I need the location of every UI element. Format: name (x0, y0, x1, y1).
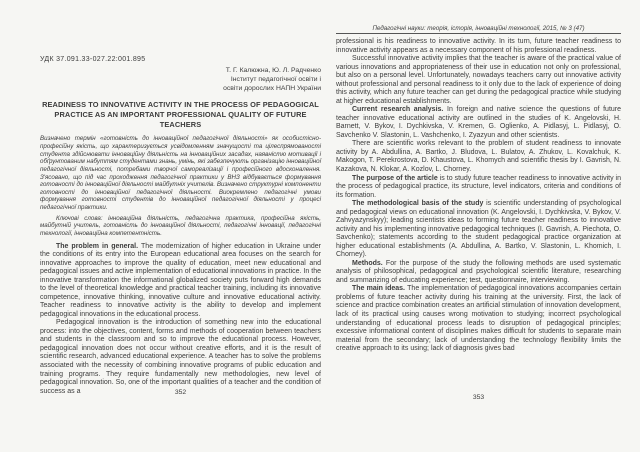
paragraph-text: Pedagogical innovation is the introduction of something new into the educational process: into the objectives, content, forms and methods of cooperation between teachers and students in the classroom and so to improve the educational process. However, pedagogical innovation does not occur without creative efforts, and it is the result of scientific research, advanced educational experience. A teacher has to solve the problems associated with the necessity of combining innovative programs of public education and training programs. They require fundamentally new methodologies, new level of pedagogical innovation. So, one of the important qualities of a teacher and the condition of success as a (40, 319, 321, 395)
paragraph-lead: Current research analysis. (352, 106, 448, 114)
article-title-line-1: READINESS TO INNOVATIVE ACTIVITY IN THE PROCESS OF PEDAGOGICAL (42, 100, 319, 110)
udc-number: УДК 37.091.33-027.22:001.895 (40, 56, 146, 63)
body-paragraph (336, 200, 621, 260)
body-paragraph (336, 140, 621, 174)
paragraph-text: In foreign and native science the questions of future teacher innovative educational activity are outlined in the studies of K. Angelovski, H. Barnett, V. Bykov, I. Dychkivska, V. Kremen, G. Oglienko, A. Pidlasyj, L. Pidlasyj, O. Savchenko V. Slastonin, L. Vashchenko, I. Zyazyun and other scientists. (336, 106, 622, 139)
journal-running-header: Педагогічні науки: теорія, історія, інноваційні технології, 2015, № 3 (47) (336, 25, 621, 34)
left-page-body (40, 243, 321, 397)
paragraph-text: For the purpose of the study the following methods are used systematic analysis of philosophical, pedagogical and psychological scientific literature, researching and summarizing of educating experience; test, questionnaire, interviewing. (336, 259, 621, 284)
keywords: Ключові слова: інноваційна діяльність, педагогічна практика, професійна якість, майбутній учитель, готовність до інноваційної діяльності, педагогічні інновації, педагогічні технології, інноваційна компетентність. (40, 214, 321, 237)
body-paragraph (336, 285, 621, 353)
authors: Т. Г. Калюжна, Ю. Л. Радченко (225, 67, 321, 74)
paragraph-text: The modernization of higher education in Ukraine under the conditions of its entry into the European educational area focuses on the search for innovative approaches to improve the quality of education, meet new educational and pedagogical issues and active implementation of educational innovations in practice. In the innovative transformation the informational globalized society puts forward high demands to the level of theoretical knowledge and practical teacher training, including its innovative competence, innovative thinking, innovative culture and innovative educational activity. Teacher readiness to innovative activity is the ability to develop and implement pedagogical innovations in the educational process. (40, 242, 322, 318)
authors-block (40, 67, 321, 93)
affiliation-line-2: освіти дорослих НАПН України (223, 84, 321, 92)
paragraph-lead: The purpose of the article (352, 174, 440, 182)
paragraph-text: Successful innovative activity implies that the teacher is aware of the practical value of various innovations and appropriateness of their use in education not only on professional, but also on a personal level. Unfortunately, nowadays teachers carry out innovative activity without professional and personal readiness to it only due to the lack of experience of doing this activity, which any future teacher can get during the pedagogical practice while studying at higher educational establishments. (336, 55, 621, 105)
right-page (336, 25, 621, 354)
body-paragraph (336, 55, 621, 106)
paragraph-lead: Methods. (352, 259, 386, 267)
body-paragraph (40, 319, 321, 396)
right-page-number: 353 (472, 394, 485, 401)
paragraph-text: is scientific understanding of psychological and pedagogical views on educational innovation (K. Angelovski, I. Dychkivska, V. Bykov, V. Zahvyazynskyy); leading scientists ideas to forming future teacher readiness to innovative activity and his implementing innovative pedagogical techniques (I. Gavrish, A. Piechota, O. Savchenko); statements according to the student pedagogical practice organization at higher educational establishments (A. Abdullina, A. Bartko, V. Slastonin, L. Khomich, I. Chorney). (336, 200, 621, 259)
paragraph-lead: The main ideas. (352, 285, 408, 293)
body-paragraph (336, 106, 621, 140)
article-title (40, 100, 321, 130)
body-paragraph (336, 260, 621, 286)
paragraph-text: There are scientific works relevant to the problem of student readiness to innovate activity by A. Abdullina, A. Bartko, J. Bludova, L. Bulatov, A. Zhukov, L. Kovalchuk, K. Makogon, T. Perekrostova, D. Khaustova, L. Khomych and scientific thesis by I. Gavrish, N. Kazakova, N. Klokar, A. Kozlov, L. Chorney. (336, 140, 621, 173)
body-paragraph (40, 243, 321, 320)
body-paragraph (336, 38, 621, 55)
paragraph-lead: The methodological basis of the study (352, 200, 487, 208)
paragraph-text: The implementation of pedagogical innovations accompanies certain problems of future teacher activity during his training at the university. First, the lack of science and practice combination creates an artificial stimulation of innovation development, lack of its practical using causes wrong motivation to studying; incorrect psychological understanding of educational process leads to disruption of pedagogical principles; excessive informational content of disciplines makes difficult for students to separate main material from the secondary; lack of understanding the technology flexibility limits the creative approach to its using; lack of diagnosis gives bad (336, 285, 621, 353)
left-page-number: 352 (174, 389, 187, 396)
abstract: Визначено термін «готовність до інноваційної педагогічної діяльності» як особистісно-професійну якість, що характеризується усвідомленням значущості та цілеспрямованості студента здійснювати інноваційну діяльність на інноваційних засадах, наявністю мотивації і обґрунтованим набуттям студентами знань, умінь, які забезпечують організацію інноваційної педагогічної діяльності, потребами творчої самореалізації і професійного вдосконалення. З'ясовано, що під час проходження педагогічної практики у ВНЗ відбувається формування готовності до інноваційної діяльності майбутніх учителів. Визначено структурні компоненти готовності до інноваційної педагогічної діяльності. Виокремлено педагогічні умови формування готовності студентів до інноваційної педагогічної діяльності у процесі педагогічної практики. (40, 135, 321, 212)
paragraph-text: is to study future teacher readiness to innovative activity in the process of pedagogical practice, its structure, level indicators, criteria and conditions of its formation. (336, 174, 621, 199)
left-page (40, 56, 321, 396)
right-page-body (336, 38, 621, 354)
article-title-line-2: PRACTICE AS AN IMPORTANT PROFESSIONAL QUALITY OF FUTURE TEACHERS (54, 110, 307, 130)
body-paragraph (336, 175, 621, 201)
paragraph-text: professional is his readiness to innovative activity. In its turn, future teacher readiness to innovative activity appears as a necessary component of his professional readiness. (336, 38, 621, 54)
affiliation-line-1: Інститут педагогічної освіти і (230, 75, 321, 83)
paragraph-lead: The problem in general. (56, 242, 142, 250)
